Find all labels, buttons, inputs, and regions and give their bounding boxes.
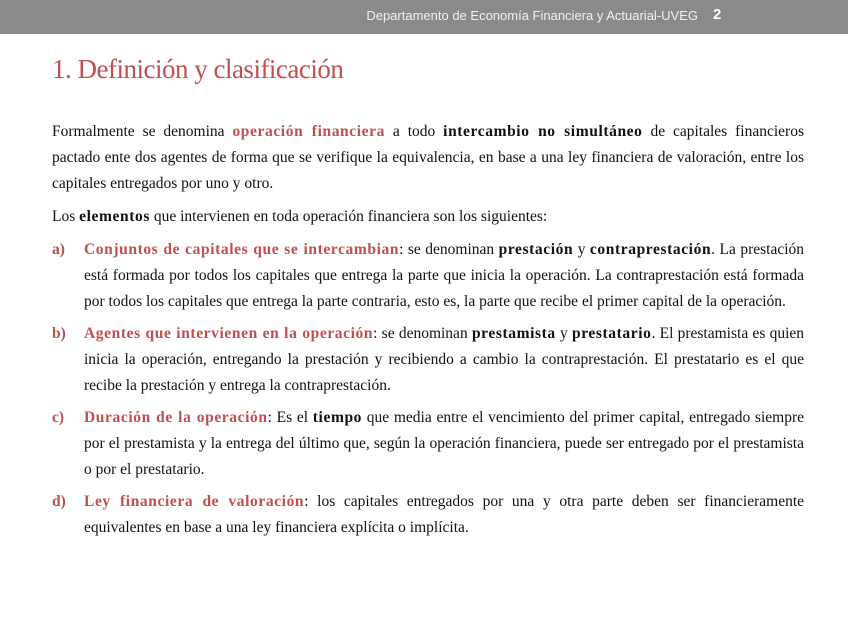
term-operacion-financiera: operación financiera — [232, 123, 385, 140]
list-letter: c) — [52, 409, 65, 426]
slide-body — [52, 119, 804, 547]
list-letter: b) — [52, 325, 66, 342]
header-bar — [0, 0, 848, 34]
list-item-a: a) Conjuntos de capitales que se intercambian: se denominan prestación y contraprestación. La prestación está formada por todos los capitales que entrega la parte que inicia la operación. La contraprestación está formada por todos los capitales que entrega la parte contraria, esto es, la parte que recibe el primer capital de la operación. — [52, 237, 804, 315]
intro-paragraph: Formalmente se denomina operación financiera a todo intercambio no simultáneo de capitales financieros pactado ente dos agentes de forma que se verifique la equivalencia, en base a una ley financiera de valoración, entre los capitales entregados por uno y otro. — [52, 123, 804, 192]
term-elementos: elementos — [79, 208, 150, 225]
list-letter: a) — [52, 241, 65, 258]
list-item-d: d) Ley financiera de valoración: los capitales entregados por una y otra parte deben ser financieramente equivalentes en base a una ley financiera explícita o implícita. — [52, 489, 804, 541]
item-heading: Agentes que intervienen en la operación — [84, 325, 374, 342]
item-heading: Duración de la operación — [84, 409, 268, 426]
list-letter: d) — [52, 493, 66, 510]
slide-title: 1. Definición y clasificación — [52, 54, 344, 84]
department-label: Departamento de Economía Financiera y Actuarial-UVEG — [366, 8, 698, 23]
item-heading: Conjuntos de capitales que se intercambian — [84, 241, 400, 258]
list-item-c: c) Duración de la operación: Es el tiempo que media entre el vencimiento del primer capital, entregado siempre por el prestamista y la entrega del último que, según la operación financiera, puede ser entregado por el prestamista o por el prestatario. — [52, 405, 804, 483]
item-heading: Ley financiera de valoración — [84, 493, 305, 510]
list-item-b: b) Agentes que intervienen en la operación: se denominan prestamista y prestatario. El prestamista es quien inicia la operación, entregando la prestación y recibiendo a cambio la contraprestación. El prestatario es el que recibe la prestación y entrega la contraprestación. — [52, 321, 804, 399]
page-number: 2 — [713, 6, 722, 23]
term-intercambio: intercambio no simultáneo — [443, 123, 643, 140]
elements-paragraph: Los elementos que intervienen en toda operación financiera son los siguientes: — [52, 208, 548, 225]
